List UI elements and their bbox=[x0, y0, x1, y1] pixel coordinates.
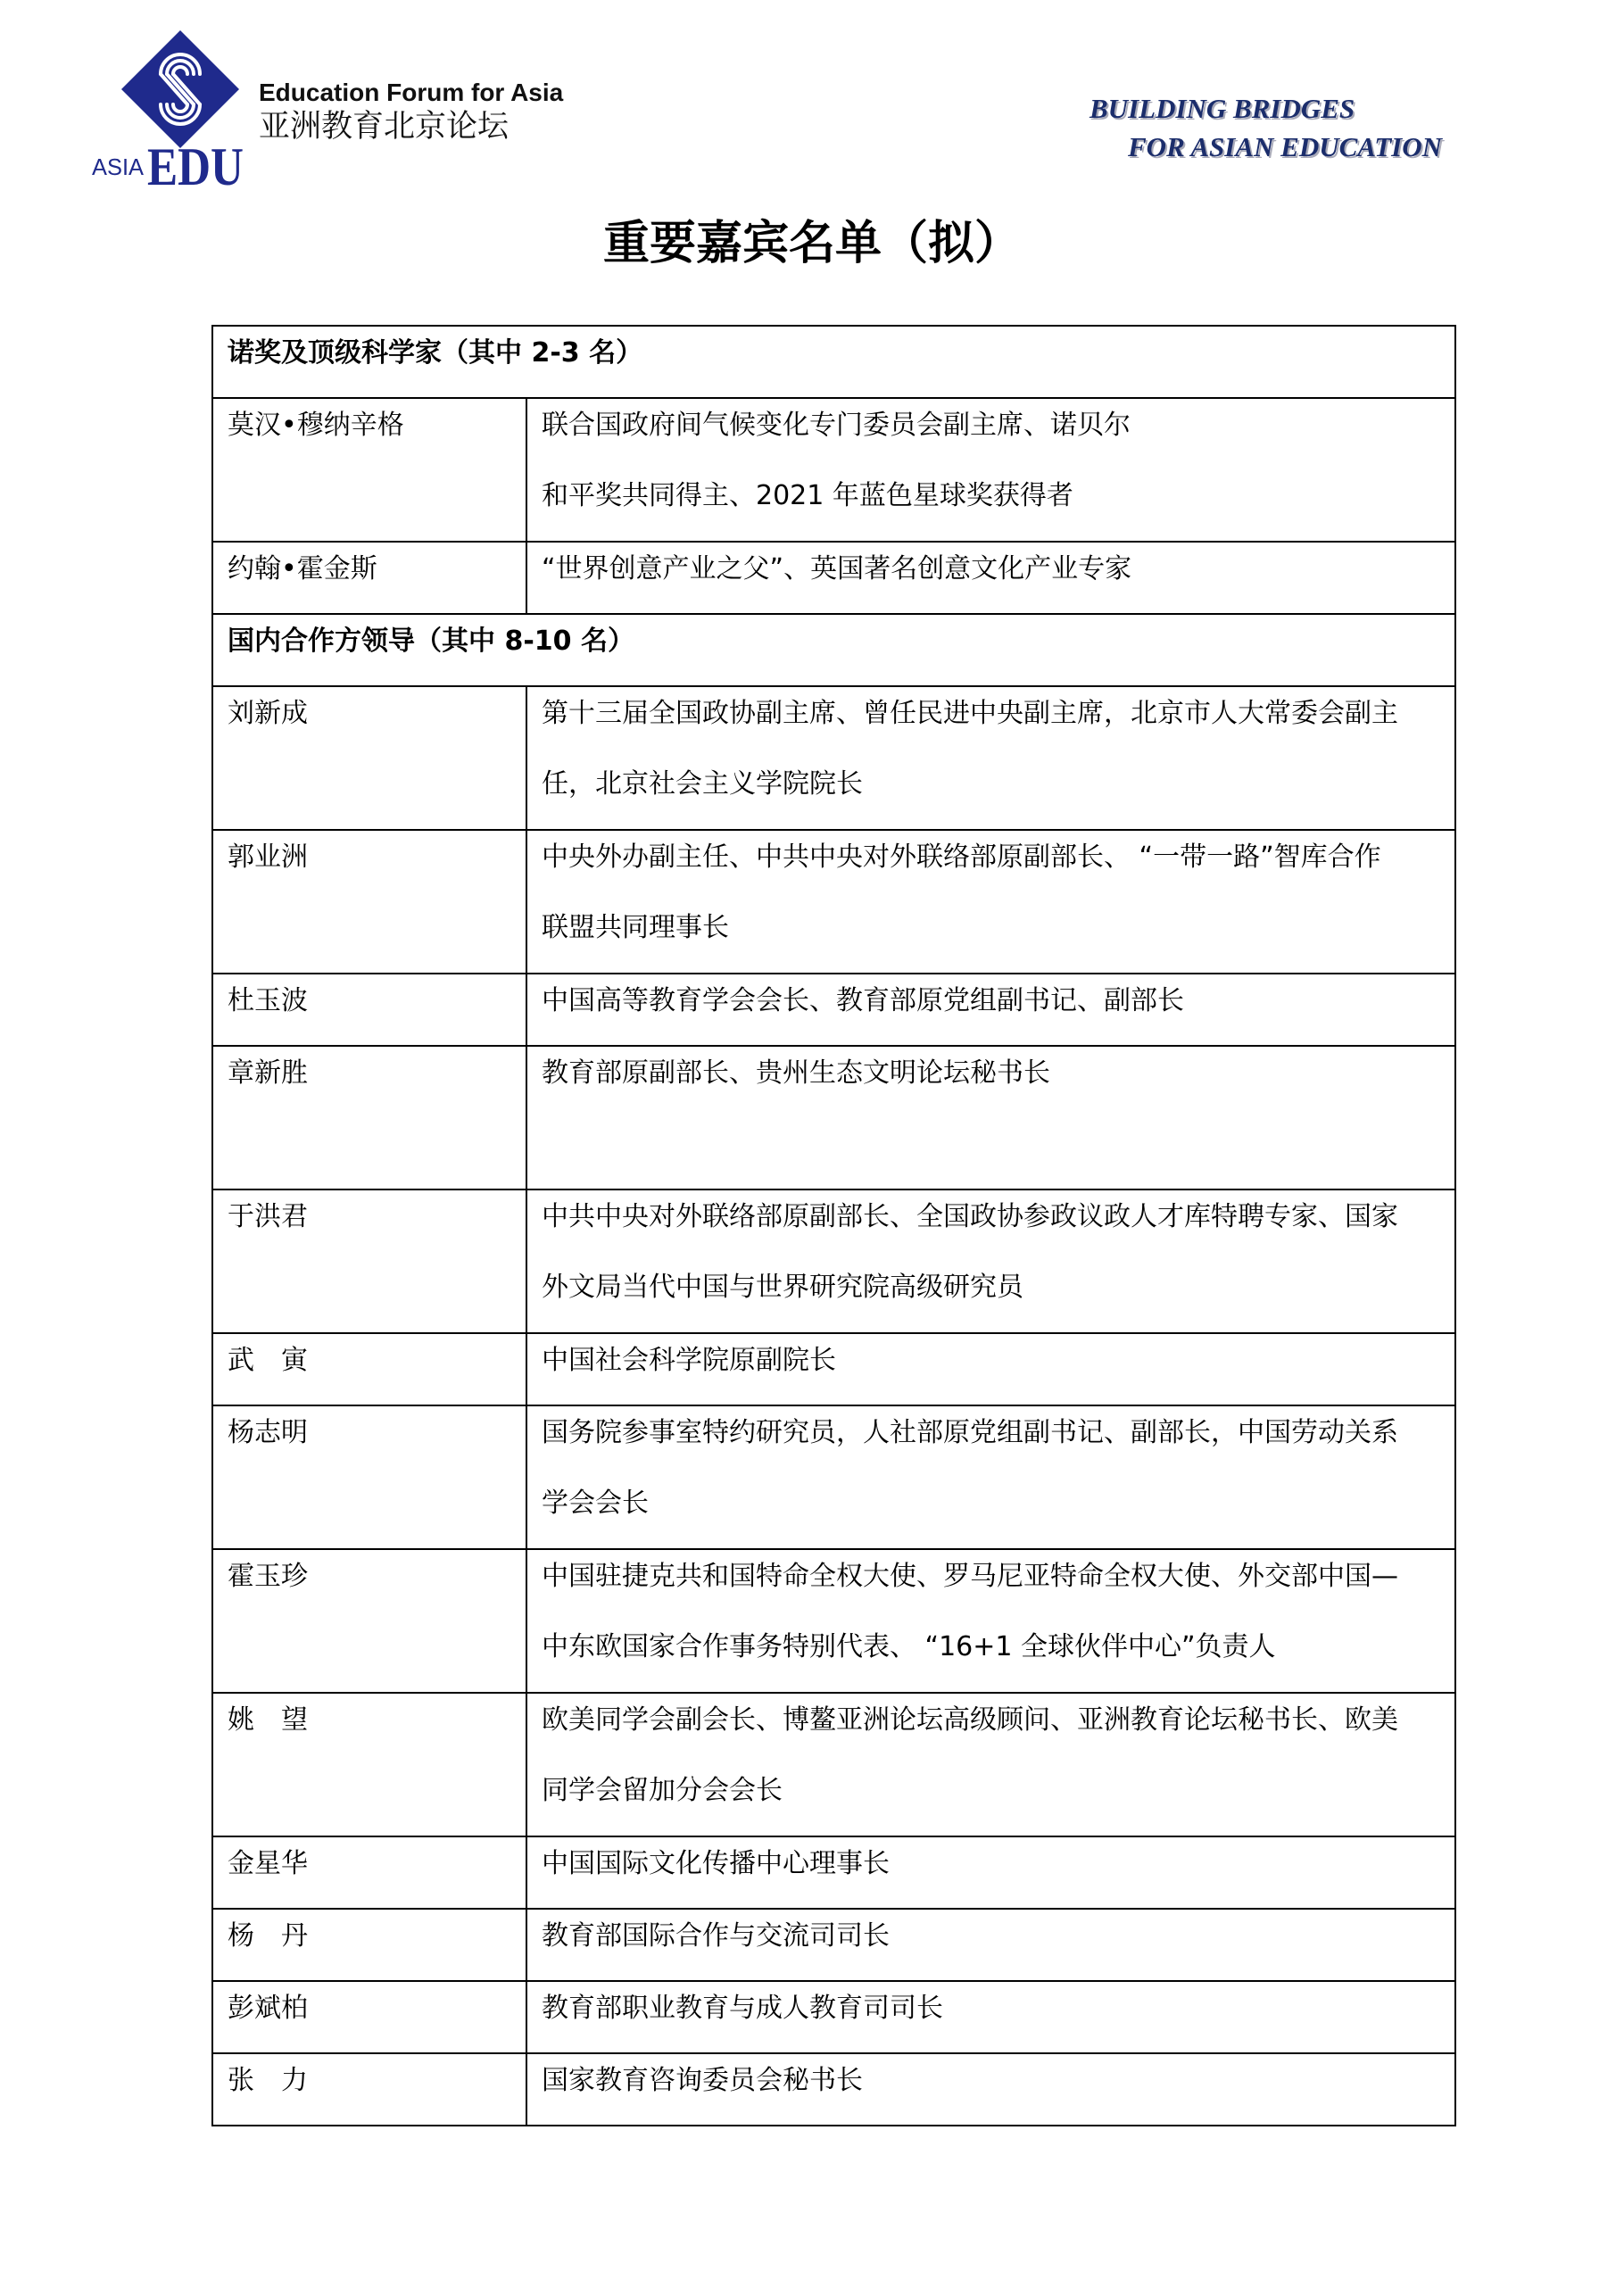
forum-name-en: Education Forum for Asia bbox=[259, 79, 564, 106]
asiaedu-logo bbox=[89, 22, 259, 196]
guest-name: 刘新成 bbox=[212, 686, 526, 830]
guest-list-table bbox=[211, 325, 1456, 2126]
guest-row bbox=[212, 1981, 1455, 2053]
guest-title-line: 教育部原副部长、贵州生态文明论坛秘书长 bbox=[542, 1057, 1050, 1089]
forum-name-zh: 亚洲教育北京论坛 bbox=[259, 109, 510, 145]
guest-title-line: “世界创意产业之父”、英国著名创意文化产业专家 bbox=[542, 553, 1132, 584]
slogan-line-2: FOR ASIAN EDUCATION bbox=[1128, 131, 1443, 162]
guest-title-line: 同学会留加分会会长 bbox=[542, 1775, 783, 1806]
guest-row bbox=[212, 1549, 1455, 1693]
guest-name: 杜玉波 bbox=[212, 974, 526, 1046]
guest-title bbox=[526, 1836, 1455, 1909]
guest-title bbox=[526, 1405, 1455, 1549]
guest-name: 章新胜 bbox=[212, 1046, 526, 1189]
guest-title-line: 联盟共同理事长 bbox=[542, 912, 729, 943]
guest-title-line: 中国高等教育学会会长、教育部原党组副书记、副部长 bbox=[542, 985, 1184, 1016]
guest-name: 霍玉珍 bbox=[212, 1549, 526, 1693]
guest-title-line: 国家教育咨询委员会秘书长 bbox=[542, 2065, 863, 2096]
guest-title-line: 中国国际文化传播中心理事长 bbox=[542, 1848, 890, 1879]
guest-name: 郭业洲 bbox=[212, 830, 526, 974]
guest-row bbox=[212, 1836, 1455, 1909]
section-heading-row bbox=[212, 614, 1455, 686]
section-heading-row bbox=[212, 326, 1455, 398]
guest-name: 莫汉•穆纳辛格 bbox=[212, 398, 526, 542]
guest-row bbox=[212, 398, 1455, 542]
guest-row bbox=[212, 1189, 1455, 1333]
section-heading: 诺奖及顶级科学家（其中 2-3 名） bbox=[212, 326, 1455, 398]
guest-title bbox=[526, 1333, 1455, 1405]
guest-title bbox=[526, 974, 1455, 1046]
guest-name: 武 寅 bbox=[212, 1333, 526, 1405]
guest-title bbox=[526, 2053, 1455, 2126]
guest-title bbox=[526, 1981, 1455, 2053]
guest-title bbox=[526, 398, 1455, 542]
guest-row bbox=[212, 542, 1455, 614]
guest-row bbox=[212, 1405, 1455, 1549]
guest-row bbox=[212, 1046, 1455, 1189]
guest-title bbox=[526, 542, 1455, 614]
guest-title-line: 联合国政府间气候变化专门委员会副主席、诺贝尔 bbox=[542, 410, 1131, 441]
guest-title bbox=[526, 1549, 1455, 1693]
guest-name: 张 力 bbox=[212, 2053, 526, 2126]
logo-asia-text: ASIA bbox=[92, 153, 145, 180]
guest-title-line: 中国驻捷克共和国特命全权大使、罗马尼亚特命全权大使、外交部中国— bbox=[542, 1561, 1398, 1592]
section-heading: 国内合作方领导（其中 8-10 名） bbox=[212, 614, 1455, 686]
guest-name: 姚 望 bbox=[212, 1693, 526, 1836]
guest-title-line: 第十三届全国政协副主席、曾任民进中央副主席，北京市人大常委会副主 bbox=[542, 698, 1398, 729]
guest-name: 于洪君 bbox=[212, 1189, 526, 1333]
guest-row bbox=[212, 2053, 1455, 2126]
guest-title bbox=[526, 1909, 1455, 1981]
guest-row bbox=[212, 686, 1455, 830]
guest-name: 约翰•霍金斯 bbox=[212, 542, 526, 614]
guest-title bbox=[526, 830, 1455, 974]
guest-title-line: 教育部国际合作与交流司司长 bbox=[542, 1920, 890, 1952]
guest-row bbox=[212, 1333, 1455, 1405]
guest-name: 彭斌柏 bbox=[212, 1981, 526, 2053]
guest-title-line: 外文局当代中国与世界研究院高级研究员 bbox=[542, 1272, 1023, 1303]
guest-name: 杨志明 bbox=[212, 1405, 526, 1549]
logo-edu-text: EDU bbox=[147, 137, 244, 196]
guest-title bbox=[526, 1189, 1455, 1333]
guest-title bbox=[526, 1046, 1455, 1189]
guest-title-line: 中东欧国家合作事务特别代表、 “16+1 全球伙伴中心”负责人 bbox=[542, 1631, 1276, 1662]
guest-title-line: 中共中央对外联络部原副部长、全国政协参政议政人才库特聘专家、国家 bbox=[542, 1201, 1398, 1232]
guest-title-line: 教育部职业教育与成人教育司司长 bbox=[542, 1993, 943, 2024]
guest-title bbox=[526, 686, 1455, 830]
guest-row bbox=[212, 1909, 1455, 1981]
guest-row bbox=[212, 830, 1455, 974]
guest-title-line: 任，北京社会主义学院院长 bbox=[542, 768, 863, 800]
guest-title-line: 中国社会科学院原副院长 bbox=[542, 1345, 836, 1376]
guest-row bbox=[212, 974, 1455, 1046]
guest-name: 杨 丹 bbox=[212, 1909, 526, 1981]
guest-row bbox=[212, 1693, 1455, 1836]
guest-name: 金星华 bbox=[212, 1836, 526, 1909]
guest-title-line: 中央外办副主任、中共中央对外联络部原副部长、 “一带一路”智库合作 bbox=[542, 841, 1381, 873]
guest-title-line: 欧美同学会副会长、博鳌亚洲论坛高级顾问、亚洲教育论坛秘书长、欧美 bbox=[542, 1704, 1398, 1736]
guest-title-line: 和平奖共同得主、2021 年蓝色星球奖获得者 bbox=[542, 480, 1073, 511]
page-title: 重要嘉宾名单（拟） bbox=[602, 217, 1021, 270]
guest-title-line: 学会会长 bbox=[542, 1488, 649, 1519]
guest-title bbox=[526, 1693, 1455, 1836]
slogan-line-1: BUILDING BRIDGES bbox=[1090, 93, 1355, 124]
guest-title-line: 国务院参事室特约研究员，人社部原党组副书记、副部长，中国劳动关系 bbox=[542, 1417, 1398, 1448]
